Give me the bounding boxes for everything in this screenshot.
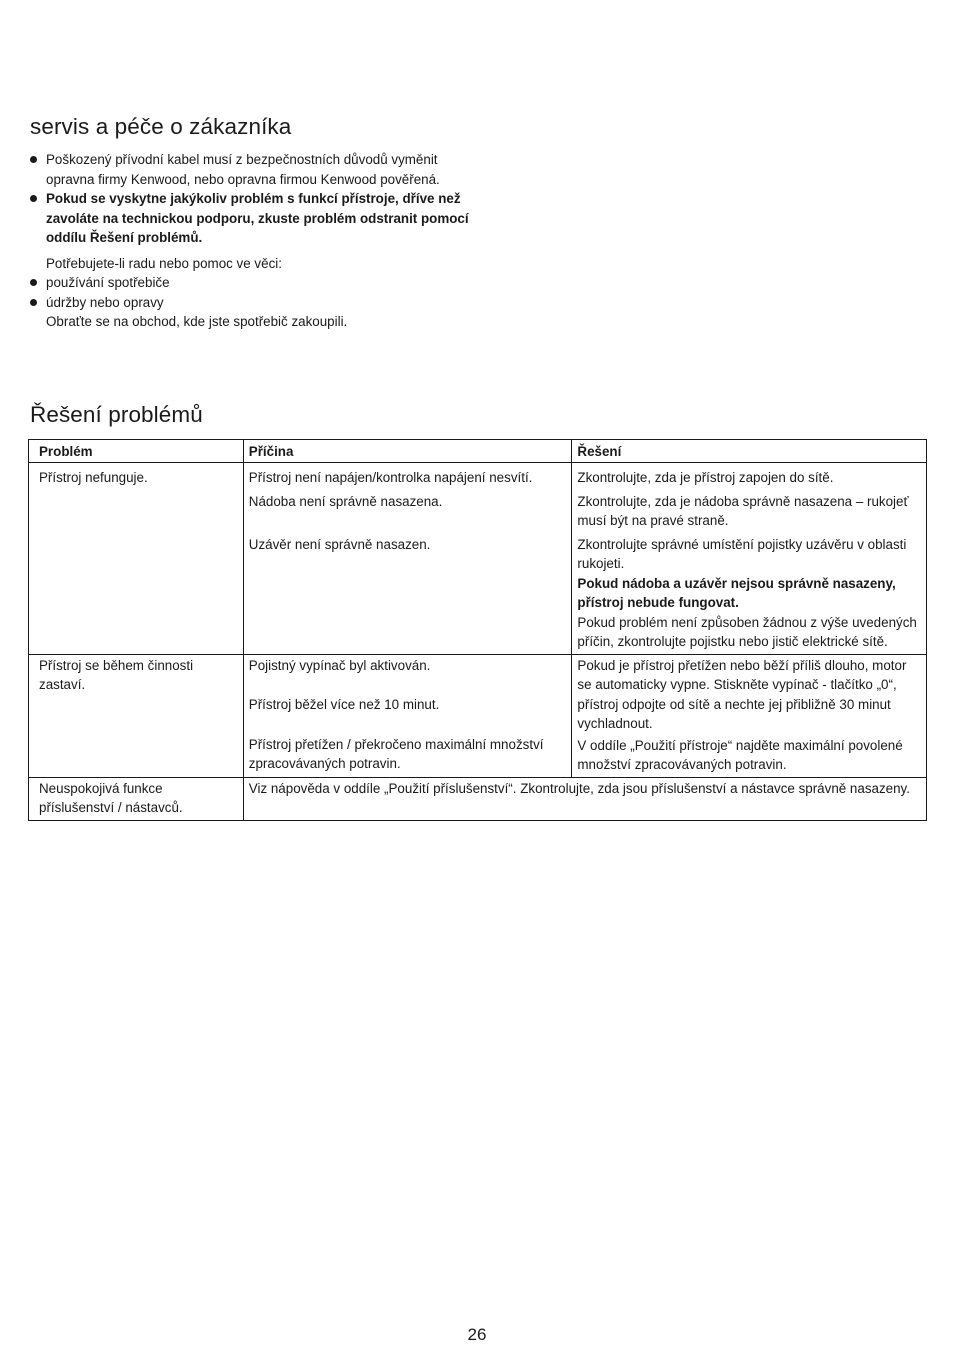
bullet-dot-icon <box>30 299 37 306</box>
bullet-item <box>30 293 470 313</box>
header-problem: Problém <box>29 440 244 463</box>
cell-problem <box>29 654 244 777</box>
troubleshooting-table <box>28 439 927 821</box>
intro-text: Potřebujete-li radu nebo pomoc ve věci: <box>46 255 282 271</box>
bullet-text: používání spotřebiče <box>46 275 170 290</box>
servis-section <box>30 150 470 332</box>
problem-text: Neuspokojivá funkce příslušenství / nástavců. <box>39 780 183 815</box>
bullet-dot-icon <box>30 156 37 163</box>
solution-text: V oddíle „Použití přístroje“ najděte maximální povolené množství zpracovávaných potravin. <box>577 737 903 772</box>
bullet-item <box>30 189 470 248</box>
cell-solution <box>572 654 927 777</box>
header-solution: Řešení <box>572 440 927 463</box>
solution-text: Zkontrolujte, zda je přístroj zapojen do sítě. <box>577 470 834 485</box>
cell-cause <box>243 463 572 655</box>
cell-problem <box>29 777 244 820</box>
bullet-dot-icon <box>30 195 37 202</box>
bullet-dot-icon <box>30 279 37 286</box>
page-number: 26 <box>467 1325 487 1344</box>
solution-text: Zkontrolujte, zda je nádoba správně nasazena – rukojeť musí být na pravé straně. <box>577 493 909 528</box>
bullet-text: údržby nebo opravy <box>46 294 164 310</box>
solution-text-bold: Pokud nádoba a uzávěr nejsou správně nasazeny, přístroj nebude fungovat. <box>577 575 896 610</box>
table-header-row <box>29 440 927 463</box>
cause-text: Přístroj není napájen/kontrolka napájení nesvítí. <box>248 470 533 485</box>
table-row <box>29 654 927 777</box>
cause-text: Pojistný vypínač byl aktivován. <box>248 657 431 673</box>
solution-text: Pokud problém není způsoben žádnou z výše uvedených příčin, zkontrolujte pojistku nebo jistič elektrické sítě. <box>577 614 917 649</box>
problem-text: Přístroj se během činnosti zastaví. <box>39 657 194 692</box>
header-cause: Příčina <box>243 440 572 463</box>
table-row <box>29 463 927 655</box>
solution-text: Zkontrolujte správné umístění pojistky uzávěru v oblasti rukojeti. <box>577 536 907 571</box>
outro-text: Obraťte se na obchod, kde jste spotřebič zakoupili. <box>46 314 348 329</box>
cause-text: Přístroj přetížen / překročeno maximální množství zpracovávaných potravin. <box>248 736 544 771</box>
solution-text: Pokud je přístroj přetížen nebo běží příliš dlouho, motor se automaticky vypne. Stiskněte vypínač - tlačítko „0“, přístroj odpojte od sítě a nechte jej přibližně 30 minut vychladnout. <box>577 657 907 731</box>
cell-merged-cause-solution <box>243 777 926 820</box>
section-title-reseni: Řešení problémů <box>30 402 203 427</box>
bullet-text: Poškozený přívodní kabel musí z bezpečnostních důvodů vyměnit opravna firmy Kenwood, nebo opravna firmou Kenwood pověřená. <box>46 152 440 187</box>
bullet-item <box>30 273 470 293</box>
section-title-servis: servis a péče o zákazníka <box>30 114 292 139</box>
cell-cause <box>243 654 572 777</box>
bullet-item <box>30 150 470 189</box>
cell-problem <box>29 463 244 655</box>
bullet-text: Pokud se vyskytne jakýkoliv problém s funkcí přístroje, dříve než zavoláte na technickou podporu, zkuste problém odstranit pomocí oddílu Řešení problémů. <box>46 191 469 245</box>
cause-text: Uzávěr není správně nasazen. <box>248 537 431 552</box>
cell-solution <box>572 463 927 655</box>
table-row <box>29 777 927 820</box>
cause-text: Nádoba není správně nasazena. <box>248 493 443 509</box>
cause-text: Přístroj běžel více než 10 minut. <box>248 697 440 712</box>
problem-text: Přístroj nefunguje. <box>39 470 148 485</box>
solution-text: Viz nápověda v oddíle „Použití příslušenství“. Zkontrolujte, zda jsou příslušenství a nástavce správně nasazeny. <box>248 780 910 796</box>
